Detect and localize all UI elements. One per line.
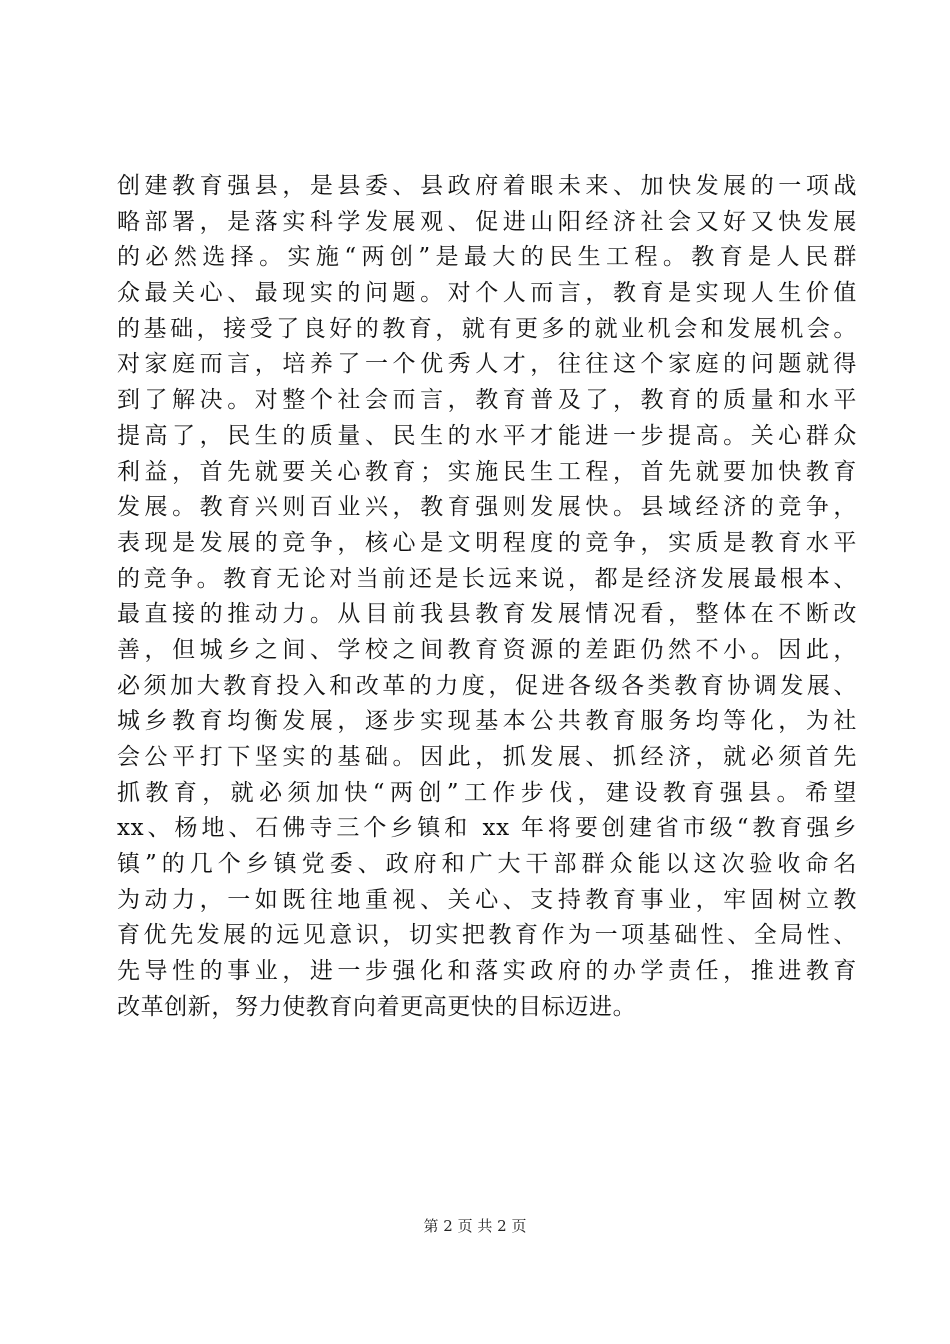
body-paragraph — [117, 169, 857, 1026]
text-line: 的必然选择。实施“两创”是最大的民生工程。教育是人民群 — [117, 244, 857, 271]
text-line: 的基础，接受了良好的教育，就有更多的就业机会和发展机会。 — [117, 315, 857, 342]
text-line: 为动力，一如既往地重视、关心、支持教育事业，牢固树立教 — [117, 886, 857, 913]
text-line: 改革创新，努力使教育向着更高更快的目标迈进。 — [117, 993, 637, 1020]
page-number-footer: 第 2 页 共 2 页 — [423, 1217, 527, 1235]
text-line: xx、杨地、石佛寺三个乡镇和 xx 年将要创建省市级“教育强乡 — [117, 815, 857, 842]
text-line: 最直接的推动力。从目前我县教育发展情况看，整体在不断改 — [117, 601, 857, 628]
text-line: 对家庭而言，培养了一个优秀人才，往往这个家庭的问题就得 — [117, 351, 857, 378]
text-line: 略部署，是落实科学发展观、促进山阳经济社会又好又快发展 — [117, 208, 857, 235]
text-line: 表现是发展的竞争，核心是文明程度的竞争，实质是教育水平 — [117, 529, 857, 556]
text-line: 的竞争。教育无论对当前还是长远来说，都是经济发展最根本、 — [117, 565, 857, 592]
text-line: 到了解决。对整个社会而言，教育普及了，教育的质量和水平 — [117, 387, 857, 414]
text-line: 众最关心、最现实的问题。对个人而言，教育是实现人生价值 — [117, 280, 857, 307]
text-line: 必须加大教育投入和改革的力度，促进各级各类教育协调发展、 — [117, 672, 857, 699]
text-line: 育优先发展的远见意识，切实把教育作为一项基础性、全局性、 — [117, 922, 857, 949]
text-line: 利益，首先就要关心教育；实施民生工程，首先就要加快教育 — [117, 458, 857, 485]
text-line: 抓教育，就必须加快“两创”工作步伐，建设教育强县。希望 — [117, 779, 857, 806]
text-line: 先导性的事业，进一步强化和落实政府的办学责任，推进教育 — [117, 958, 857, 985]
text-line: 善，但城乡之间、学校之间教育资源的差距仍然不小。因此， — [117, 636, 857, 663]
text-line: 城乡教育均衡发展，逐步实现基本公共教育服务均等化，为社 — [117, 708, 857, 735]
text-line: 镇”的几个乡镇党委、政府和广大干部群众能以这次验收命名 — [117, 851, 857, 878]
text-line: 会公平打下坚实的基础。因此，抓发展、抓经济，就必须首先 — [117, 744, 857, 770]
text-line: 发展。教育兴则百业兴，教育强则发展快。县域经济的竞争， — [117, 494, 857, 521]
text-line: 提高了，民生的质量、民生的水平才能进一步提高。关心群众 — [117, 422, 857, 449]
text-line: 创建教育强县，是县委、县政府着眼未来、加快发展的一项战 — [117, 173, 857, 199]
